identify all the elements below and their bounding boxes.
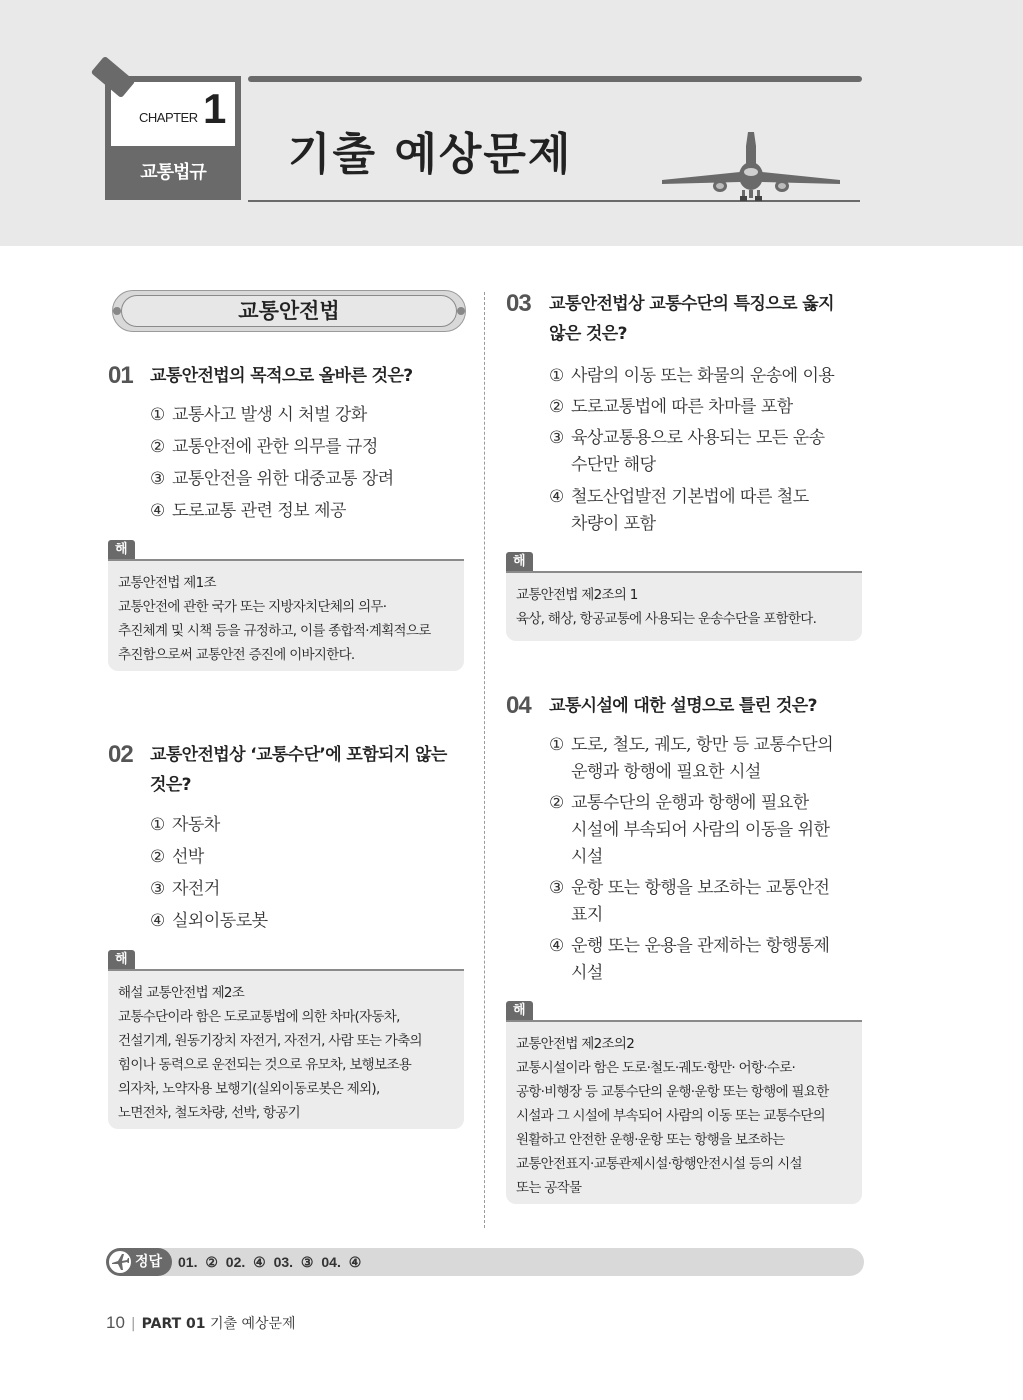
answer-label: 정답 bbox=[135, 1254, 163, 1270]
question-number: 04 bbox=[506, 692, 531, 719]
page-title: 기출 예상문제 bbox=[288, 129, 573, 180]
option-3[interactable]: ③ 운항 또는 항행을 보조하는 교통안전 표지 bbox=[549, 878, 830, 925]
option-3[interactable]: ③ 육상교통용으로 사용되는 모든 운송 수단만 해당 bbox=[549, 428, 825, 475]
option-2[interactable]: ② 도로교통법에 따른 차마를 포함 bbox=[549, 397, 793, 417]
option-4[interactable]: ④ 철도산업발전 기본법에 따른 철도 차량이 포함 bbox=[549, 487, 809, 534]
option-2[interactable]: ② 선박 bbox=[150, 847, 204, 867]
answer-bar bbox=[106, 1248, 864, 1276]
explanation-tag: 해 bbox=[506, 552, 533, 571]
option-2[interactable]: ② 교통안전에 관한 의무를 규정 bbox=[150, 437, 378, 457]
option-1[interactable]: ① 도로, 철도, 궤도, 항만 등 교통수단의 운행과 항행에 필요한 시설 bbox=[549, 735, 834, 782]
chapter-number: 1 bbox=[203, 85, 227, 132]
explanation-body: 교통안전법 제2조의 1 육상, 해상, 항공교통에 사용되는 운송수단을 포함한다. bbox=[506, 571, 862, 641]
question-text: 교통시설에 대한 설명으로 틀린 것은? bbox=[549, 696, 817, 716]
title-rule-top bbox=[248, 76, 862, 82]
page-number: 10 bbox=[106, 1313, 125, 1332]
chapter-badge bbox=[105, 76, 241, 200]
option-3[interactable]: ③ 교통안전을 위한 대중교통 장려 bbox=[150, 469, 394, 489]
airplane-icon bbox=[660, 132, 842, 202]
question-number: 03 bbox=[506, 290, 531, 317]
section-title: 교통안전법 bbox=[238, 299, 340, 323]
section-banner bbox=[112, 290, 466, 332]
option-4[interactable]: ④ 실외이동로봇 bbox=[150, 911, 268, 931]
option-3[interactable]: ③ 자전거 bbox=[150, 879, 220, 899]
question-text: 교통안전법의 목적으로 올바른 것은? bbox=[150, 366, 413, 386]
chapter-label: CHAPTER bbox=[139, 110, 198, 125]
answer-key: 01. ② 02. ④ 03. ③ 04. ④ bbox=[178, 1254, 362, 1270]
explanation-tag: 해 bbox=[108, 950, 135, 969]
part-title: 기출 예상문제 bbox=[209, 1316, 296, 1332]
option-1[interactable]: ① 자동차 bbox=[150, 815, 220, 835]
page-footer: 10 | PART 01 기출 예상문제 bbox=[106, 1313, 296, 1332]
option-2[interactable]: ② 교통수단의 운행과 항행에 필요한 시설에 부속되어 사람의 이동을 위한 시설 bbox=[549, 793, 830, 867]
question-text: 교통안전법상 ‘교통수단’에 포함되지 않는 것은? bbox=[150, 745, 447, 795]
airplane-badge-icon bbox=[107, 1249, 133, 1275]
option-1[interactable]: ① 사람의 이동 또는 화물의 운송에 이용 bbox=[549, 366, 835, 386]
explanation-tag: 해 bbox=[506, 1001, 533, 1020]
explanation-body: 교통안전법 제1조 교통안전에 관한 국가 또는 지방자치단체의 의무· 추진체계 및 시책 등을 규정하고, 이를 종합적·계획적으로 추진함으로써 교통안전 증진에 이바지한다. bbox=[108, 559, 464, 671]
column-divider bbox=[484, 292, 485, 1228]
explanation-body: 교통안전법 제2조의2 교통시설이라 함은 도로·철도·궤도·항만· 어항·수로· 공항·비행장 등 교통수단의 운행·운항 또는 항행에 필요한 시설과 그 시설에 부속되어 사람의 이동 또는 교통수단의 원활하고 안전한 운행·운항 또는 항행을 보조하는 교통안전표지·교통관제시설·항행안전시설 등의 시설 또는 공작물 bbox=[506, 1020, 862, 1204]
chapter-subject: 교통법규 bbox=[105, 146, 241, 200]
question-number: 01 bbox=[108, 362, 133, 389]
explanation-tag: 해 bbox=[108, 540, 135, 559]
question-text: 교통안전법상 교통수단의 특징으로 옳지 않은 것은? bbox=[549, 294, 834, 344]
explanation-body: 해설 교통안전법 제2조 교통수단이라 함은 도로교통법에 의한 차마(자동차, 건설기계, 원동기장치 자전거, 자전거, 사람 또는 가축의 힘이나 동력으로 운전되는 것으로 유모차, 보행보조용 의자차, 노약자용 보행기(실외이동로봇은 제외), 노면전차, 철도차량, 선박, 항공기 bbox=[108, 969, 464, 1129]
option-1[interactable]: ① 교통사고 발생 시 처벌 강화 bbox=[150, 405, 367, 425]
question-number: 02 bbox=[108, 741, 133, 768]
option-4[interactable]: ④ 운행 또는 운용을 관제하는 항행통제 시설 bbox=[549, 936, 830, 983]
part-label: PART 01 bbox=[141, 1316, 206, 1332]
option-4[interactable]: ④ 도로교통 관련 정보 제공 bbox=[150, 501, 346, 521]
